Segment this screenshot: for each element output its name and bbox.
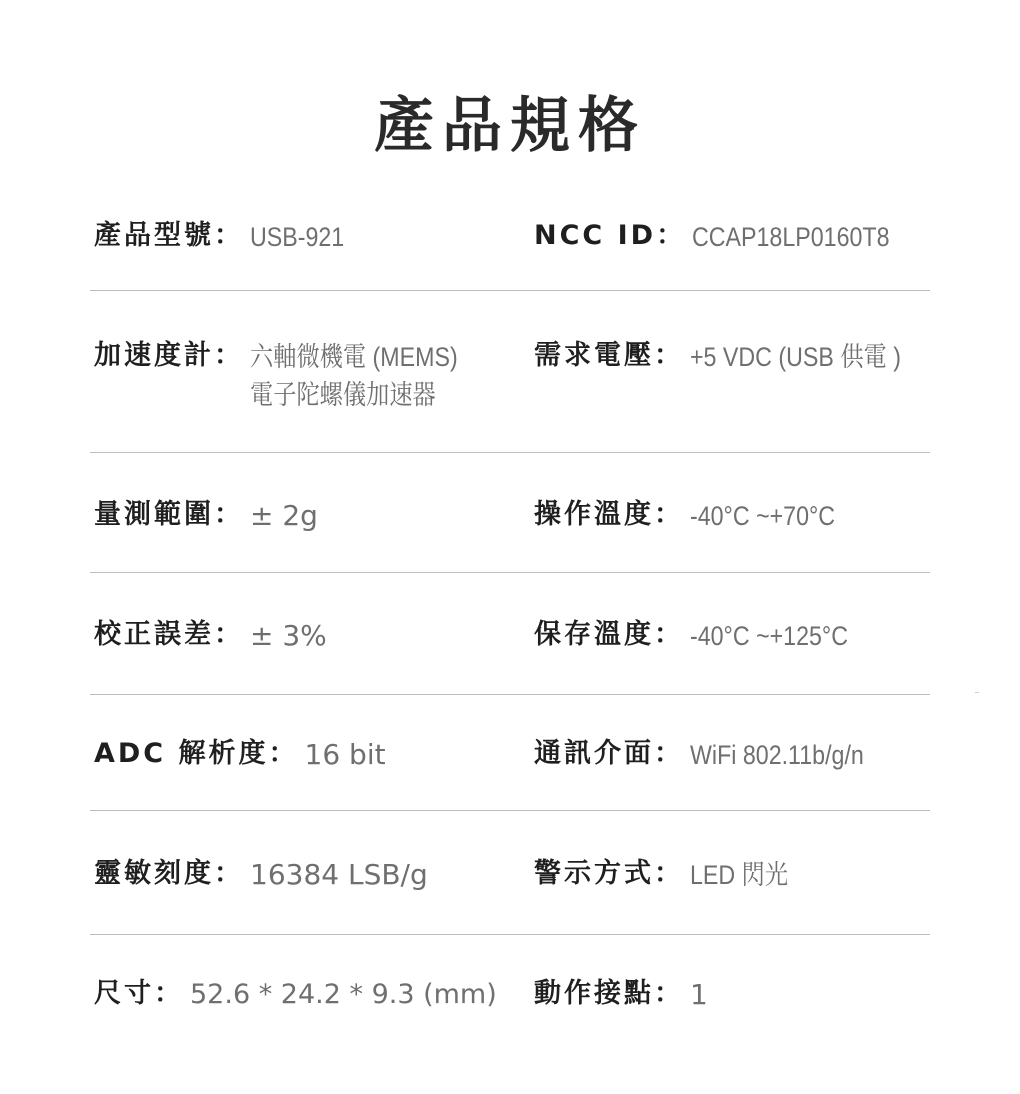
spec-item-contacts (534, 976, 708, 1014)
spec-label: NCC ID： (534, 220, 687, 251)
spec-value: 16 bit (304, 738, 386, 771)
spec-label: 尺寸： (94, 978, 184, 1009)
spec-item-operating-temp (534, 497, 859, 535)
page-title: 產品規格 (374, 91, 646, 161)
spec-value-line-1: 六軸微機電 (MEMS) (250, 342, 458, 372)
spec-label: 操作溫度： (534, 499, 684, 530)
spec-label: 產品型號： (94, 220, 244, 251)
divider (90, 572, 930, 573)
spec-item-range (94, 497, 318, 535)
spec-value: WiFi 802.11b/g/n (690, 740, 864, 770)
spec-label: 校正誤差： (94, 619, 244, 650)
divider (90, 934, 930, 935)
spec-value: -40°C ~+70°C (690, 501, 836, 531)
spec-value: ± 2g (250, 499, 318, 532)
spec-value: USB-921 (250, 222, 345, 252)
spec-item-ncc-id (534, 218, 922, 256)
spec-item-accelerometer (94, 338, 491, 414)
spec-item-alert-method (534, 856, 804, 894)
spec-label: 動作接點： (534, 978, 684, 1009)
spec-value: CCAP18LP0160T8 (692, 222, 890, 252)
spec-item-adc-resolution (94, 736, 386, 774)
spec-label: 加速度計： (94, 340, 244, 371)
divider (90, 694, 930, 695)
spec-value-line-2: 電子陀螺儀加速器 (250, 380, 436, 410)
divider (90, 810, 930, 811)
spec-item-storage-temp (534, 617, 874, 655)
spec-value: +5 VDC (USB 供電 ) (690, 342, 901, 372)
spec-value: 1 (690, 978, 708, 1011)
spec-label: 保存溫度： (534, 619, 684, 650)
spec-value: 52.6 * 24.2 * 9.3 (mm) (190, 979, 497, 1010)
spec-item-dimensions (94, 976, 497, 1014)
spec-item-calibration-error (94, 617, 327, 655)
spec-value: ± 3% (250, 619, 327, 652)
spec-value (250, 338, 458, 414)
spec-label: 量測範圍： (94, 499, 244, 530)
spec-label: 警示方式： (534, 858, 684, 889)
divider (90, 290, 930, 291)
stray-mark (975, 692, 979, 693)
spec-label: 靈敏刻度： (94, 858, 244, 889)
spec-label: 需求電壓： (534, 340, 684, 371)
spec-value: -40°C ~+125°C (690, 621, 848, 651)
spec-item-model (94, 218, 360, 256)
divider (90, 452, 930, 453)
spec-item-interface (534, 736, 892, 774)
spec-value: 16384 LSB/g (250, 858, 428, 891)
spec-value: LED 閃光 (690, 860, 789, 890)
spec-label: 通訊介面： (534, 738, 684, 769)
spec-label: ADC 解析度： (94, 738, 299, 769)
spec-item-sensitivity (94, 856, 428, 894)
spec-item-voltage (534, 338, 935, 376)
